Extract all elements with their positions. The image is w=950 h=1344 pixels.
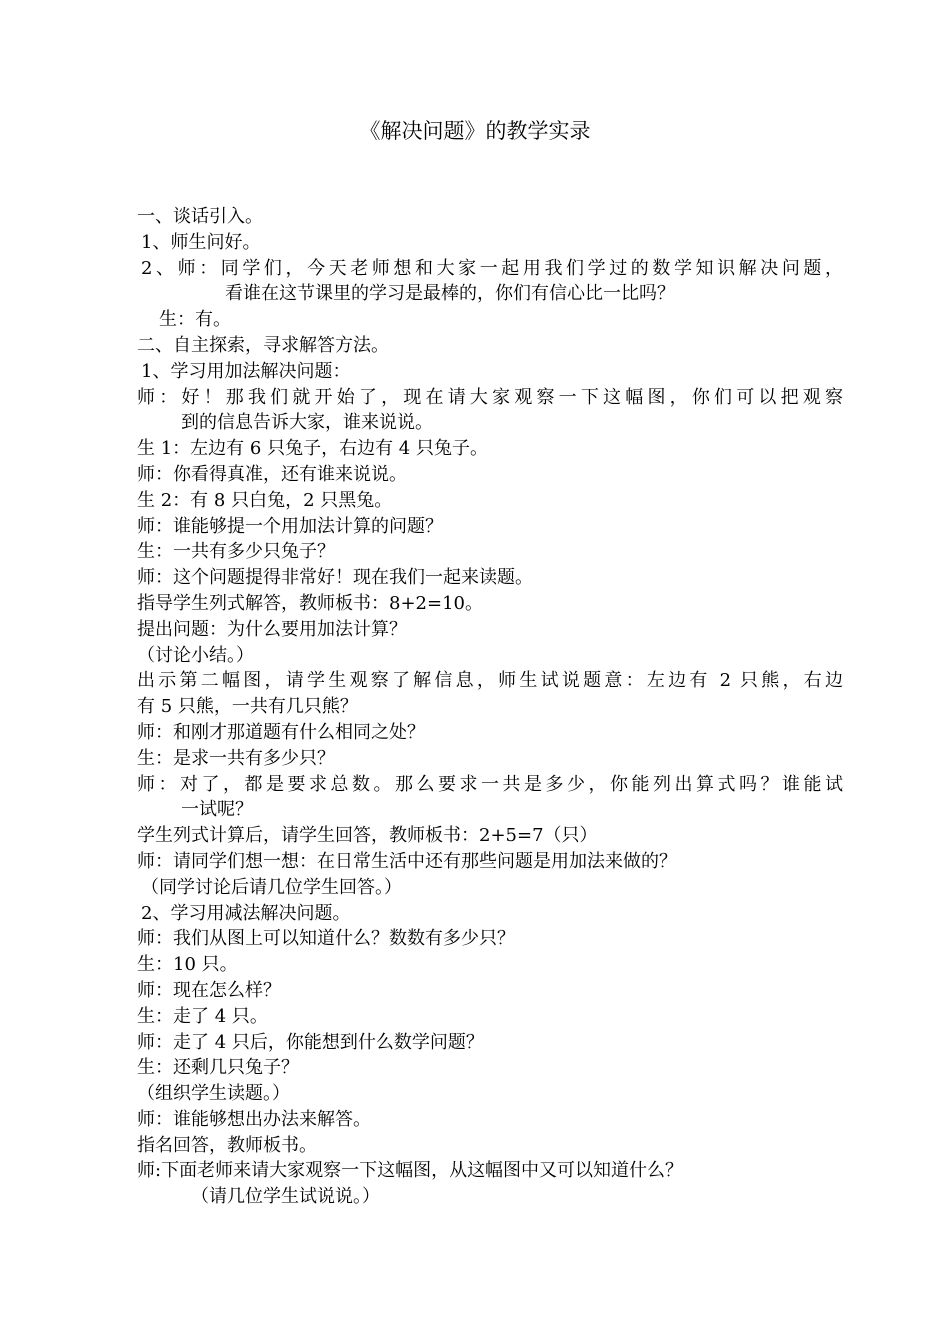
text-line: 生 2：有 8 只白兔，2 只黑兔。 xyxy=(137,489,393,511)
text-line: （请几位学生试说说。） xyxy=(191,1186,380,1208)
text-line: 指名回答，教师板书。 xyxy=(137,1134,317,1156)
text-line: 指导学生列式解答，教师板书：8+2=10。 xyxy=(137,592,483,614)
document-body xyxy=(137,204,843,1210)
text-line: 师：走了 4 只后，你能想到什么数学问题？ xyxy=(137,1031,484,1053)
text-line: 师：好！那我们就开始了，现在请大家观察一下这幅图，你们可以把观察 xyxy=(137,386,843,408)
text-line: 1、师生问好。 xyxy=(141,231,261,253)
text-line: 学生列式计算后，请学生回答，教师板书：2+5=7（只） xyxy=(137,825,598,847)
text-line: （组织学生读题。） xyxy=(137,1083,290,1105)
text-line: 生：10 只。 xyxy=(137,954,238,976)
text-line: 1、学习用加法解决问题： xyxy=(141,360,351,382)
text-line: 师：和刚才那道题有什么相同之处？ xyxy=(137,721,425,743)
text-line: 师：这个问题提得非常好！现在我们一起来读题。 xyxy=(137,567,533,589)
text-line: （讨论小结。） xyxy=(137,644,254,666)
section-heading: 二、自主探索，寻求解答方法。 xyxy=(137,334,389,356)
text-line: 一试呢？ xyxy=(181,799,253,821)
text-line: 2、学习用减法解决问题。 xyxy=(141,902,351,924)
text-line: 师：你看得真准，还有谁来说说。 xyxy=(137,463,407,485)
text-line: 到的信息告诉大家，谁来说说。 xyxy=(181,412,433,434)
text-line: 师：谁能够提一个用加法计算的问题？ xyxy=(137,515,443,537)
text-line: 生：走了 4 只。 xyxy=(137,1005,268,1027)
text-line: 生：有。 xyxy=(159,309,231,331)
text-line: 师：请同学们想一想：在日常生活中还有那些问题是用加法来做的？ xyxy=(137,850,677,872)
document-title: 《解决问题》的教学实录 xyxy=(359,119,591,143)
text-line: 生：是求一共有多少只？ xyxy=(137,747,335,769)
text-line: 师：对了，都是要求总数。那么要求一共是多少，你能列出算式吗？谁能试 xyxy=(137,773,843,795)
text-line: 生 1：左边有 6 只兔子，右边有 4 只兔子。 xyxy=(137,438,488,460)
text-line: 生：还剩几只兔子？ xyxy=(137,1057,299,1079)
text-line: 提出问题：为什么要用加法计算？ xyxy=(137,618,407,640)
text-line: 生：一共有多少只兔子？ xyxy=(137,541,335,563)
text-line: 师：我们从图上可以知道什么？数数有多少只？ xyxy=(137,928,515,950)
text-line: （同学讨论后请几位学生回答。） xyxy=(141,876,402,898)
text-line: 出示第二幅图，请学生观察了解信息，师生试说题意：左边有 2 只熊，右边 xyxy=(137,670,843,692)
text-line: 看谁在这节课里的学习是最棒的，你们有信心比一比吗？ xyxy=(225,283,675,305)
text-line: 师：现在怎么样？ xyxy=(137,979,281,1001)
text-line: 有 5 只熊，一共有几只熊？ xyxy=(137,696,358,718)
text-line: 2、师：同学们，今天老师想和大家一起用我们学过的数学知识解决问题， xyxy=(141,257,843,279)
text-line: 师：谁能够想出办法来解答。 xyxy=(137,1108,371,1130)
section-heading: 一、谈话引入。 xyxy=(137,206,263,227)
text-line: 师:下面老师来请大家观察一下这幅图，从这幅图中又可以知道什么？ xyxy=(137,1160,684,1182)
